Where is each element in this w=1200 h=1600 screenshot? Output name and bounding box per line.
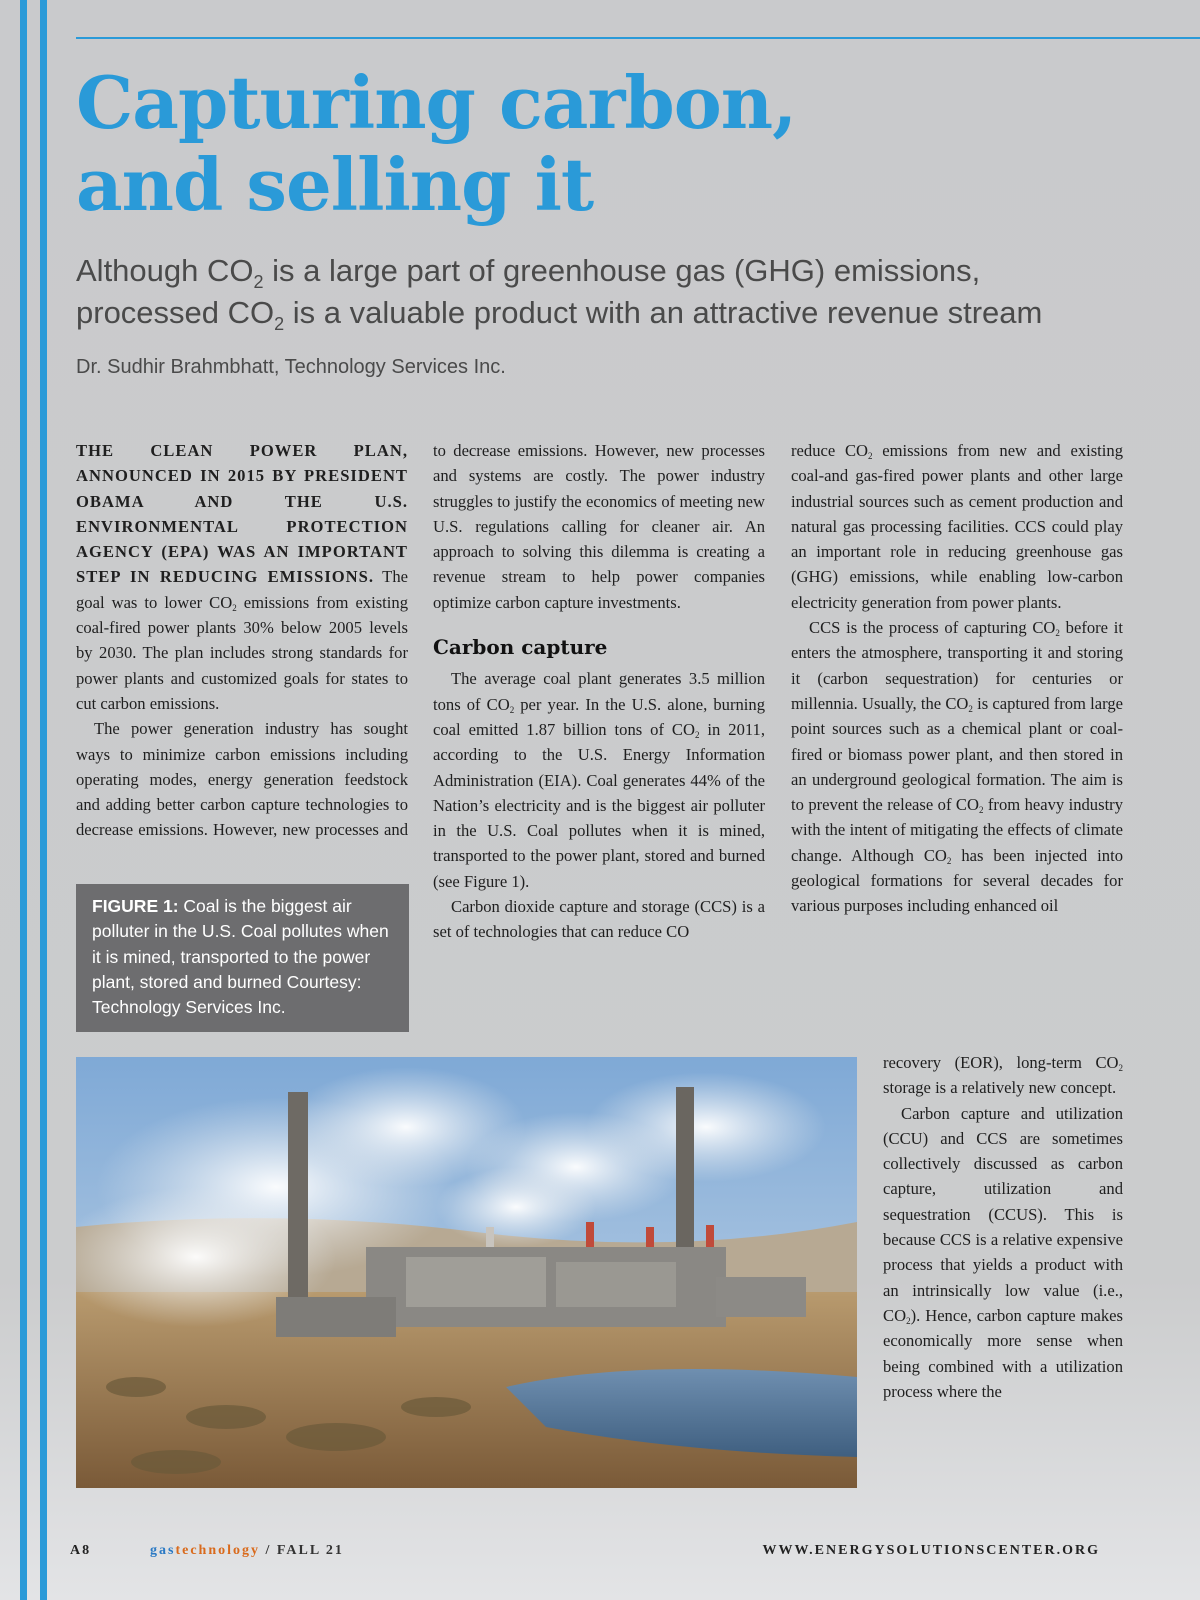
paragraph-continuation: reduce $CO_2$ emissions from new and existing coal-and gas-fired power plants and other large industrial sources such as cement production and natural gas processing facilities. CCS could play an important role in reducing greenhouse gas (GHG) emissions, while enabling low-carbon electricity generation from power plants. <box>791 441 1123 612</box>
body-text: The average coal plant generates 3.5 million tons of CO <box>433 669 765 714</box>
subscript: 2 <box>906 1315 911 1326</box>
body-column-3-narrow <box>883 1050 1123 1404</box>
magazine-name-gas: gas <box>150 1543 176 1558</box>
body-text: The goal was to lower CO <box>76 567 408 612</box>
dek-text: is a large part of greenhouse gas (GHG) emissions, <box>263 253 981 288</box>
dek-subscript: 2 <box>253 272 264 292</box>
body-text: from heavy industry with the intent of mitigating the effects of climate change. Although CO <box>791 795 1123 865</box>
article-headline <box>76 62 976 226</box>
coal-plant-illustration <box>76 1057 857 1488</box>
subscript: 2 <box>978 805 984 816</box>
page-number: A8 <box>70 1543 92 1558</box>
figure-caption-text: Coal is the biggest air polluter in the U.S. Coal pollutes when it is mined, transported to the power plant, stored and burned Courtesy: Technology Services Inc. <box>92 896 389 1018</box>
paragraph <box>883 1101 1123 1405</box>
body-text: is captured from large point sources such as a chemical plant or coal-fired or biomass power plant, and then stored in an underground geological formation. The aim is to prevent the release of CO <box>791 693 1124 815</box>
figure-photo-coal-plant <box>76 1057 857 1488</box>
left-accent-bar-outer <box>20 0 27 1600</box>
paragraph-continuation <box>883 1050 1123 1101</box>
body-text: recovery (EOR), long-term CO <box>883 1053 1119 1072</box>
body-text: Carbon dioxide capture and storage (CCS) is a set of technologies that can reduce CO <box>433 897 765 942</box>
headline-line-1: Capturing carbon, <box>76 60 797 145</box>
subscript: 2 <box>1055 628 1060 639</box>
subscript: 2 <box>509 704 515 715</box>
figure-label: FIGURE 1: <box>92 896 179 916</box>
paragraph-continuation: to decrease emissions. However, new processes and systems are costly. The power industry struggles to justify the economics of meeting new U.S. regulations calling for cleaner air. An approach to solving this dilemma is creating a revenue stream to help power companies optimize carbon capture investments. <box>433 441 765 612</box>
body-column-1 <box>76 438 408 842</box>
top-rule <box>76 37 1200 39</box>
subscript: 2 <box>946 855 952 866</box>
website-url[interactable]: WWW.ENERGYSOLUTIONSCENTER.ORG <box>762 1543 1100 1558</box>
body-column-2 <box>433 438 765 945</box>
figure-caption <box>76 884 409 1032</box>
headline-line-2: and selling it <box>76 142 594 227</box>
body-column-3 <box>791 438 1123 919</box>
left-accent-bar-inner <box>40 0 47 1600</box>
tall-smokestack-left <box>288 1092 308 1327</box>
body-text: ). Hence, carbon capture makes economically more sense when being combined with a utilization process where the <box>883 1305 1123 1401</box>
article-dek <box>76 250 1176 334</box>
byline: Dr. Sudhir Brahmbhatt, Technology Services Inc. <box>76 356 506 378</box>
dek-text: is a valuable product with an attractive revenue stream <box>284 295 1043 330</box>
magazine-issue <box>150 1543 344 1559</box>
subscript: 2 <box>232 602 237 613</box>
body-text: has been injected into geological formations for several decades for various purposes including enhanced oil <box>791 845 1123 916</box>
dek-subscript: 2 <box>274 314 285 334</box>
section-subhead: Carbon capture <box>433 635 608 660</box>
body-text: CCS is the process of capturing CO <box>809 618 1056 638</box>
body-text: before it enters the atmosphere, transporting it and storing it (carbon sequestration) for centuries or millennia. Usually, the CO <box>791 618 1123 713</box>
magazine-name-technology: technology <box>175 1543 261 1558</box>
dek-text: Although CO <box>76 253 254 288</box>
subscript: 2 <box>868 451 873 461</box>
subscript: 2 <box>1118 1063 1123 1073</box>
paragraph-lead <box>76 438 408 716</box>
body-text: emissions from existing coal-fired power plants 30% below 2005 levels by 2030. The plan includes strong standards for power plants and customized goals for states to cut carbon emissions. <box>76 592 408 713</box>
paragraph <box>433 666 765 894</box>
body-text: per year. In the U.S. alone, burning coal emitted 1.87 billion tons of CO <box>433 694 765 739</box>
body-text: storage is a relatively new concept. <box>883 1078 1117 1098</box>
body-text: emissions from new and existing coal-and gas-fired power plants and other large industrial sources such as cement production and natural gas processing facilities. CCS could play an important role in reducing greenhouse gas (GHG) emissions, while enabling low-carbon electricity generation from power plants. <box>791 441 1123 612</box>
lead-in-caps: THE CLEAN POWER PLAN, ANNOUNCED IN 2015 BY PRESIDENT OBAMA AND THE U.S. ENVIRONMENTAL PROTECTION AGENCY (EPA) WAS AN IMPORTANT STEP IN REDUCING EMISSIONS. <box>76 441 408 587</box>
issue-label: / FALL 21 <box>260 1543 344 1558</box>
paragraph <box>433 894 765 945</box>
subscript: 2 <box>968 703 973 714</box>
body-text: Carbon capture and utilization (CCU) and CCS are sometimes collectively discussed as carbon capture, utilization and sequestration (CCUS). This is because CCS is a relative expensive process that yields a product with an intrinsically low value (i.e., CO <box>883 1103 1123 1325</box>
paragraph: The power generation industry has sought ways to minimize carbon emissions including operating modes, energy generation feedstock and adding better carbon capture technologies to decrease emissions. However, new processes and <box>76 719 408 840</box>
tall-smokestack-right <box>676 1087 694 1267</box>
paragraph <box>791 615 1123 919</box>
subscript: 2 <box>694 729 700 740</box>
dek-text: processed CO <box>76 295 275 330</box>
body-text: in 2011, according to the U.S. Energy Information Administration (EIA). Coal generates 44% of the Nation’s electricity and is the biggest air polluter in the U.S. Coal pollutes when it is mined, transported to the power plant, stored and burned (see Figure 1). <box>433 719 765 891</box>
